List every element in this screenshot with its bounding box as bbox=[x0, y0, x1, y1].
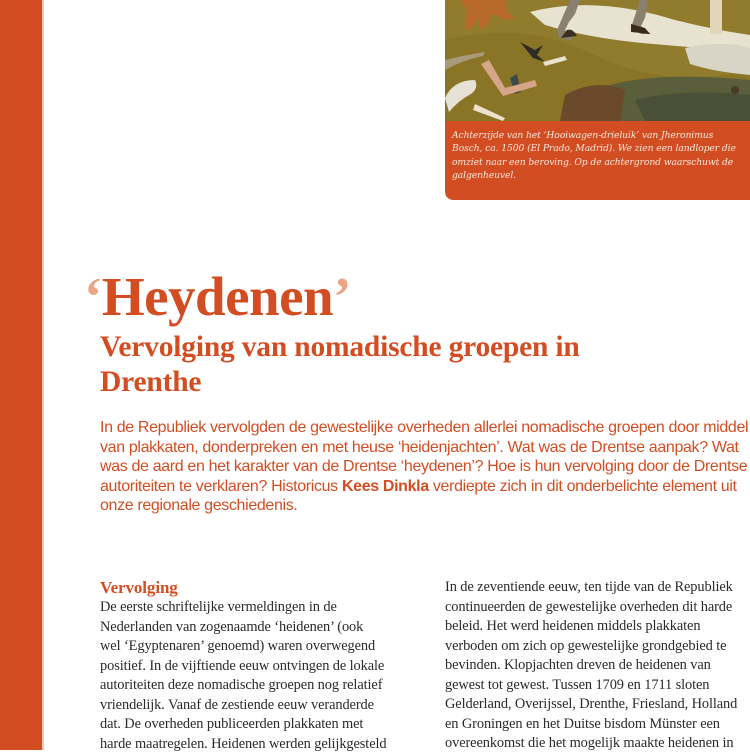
painting-illustration bbox=[445, 0, 750, 121]
body-line: dat. De overheden publiceerden plakkaten met bbox=[100, 715, 422, 735]
left-column bbox=[100, 578, 422, 754]
intro-text: In de Republiek vervolgden de gewestelijke overheden allerlei nomadische groepen door middel van plakkaten, donderpreken en met heuse ‘heidenjachten’. Wat was de Drentse aanpak? Wat was de aard en het karakter van de Drentse ‘heydenen’? Hoe is hun vervolging door de Drentse autoriteiten te verklaren? Historicus bbox=[100, 419, 748, 495]
body-line: In de zeventiende eeuw, ten tijde van de Republiek bbox=[445, 578, 750, 598]
body-line: autoriteiten deze nomadische groepen nog relatief bbox=[100, 676, 422, 696]
title-open-quote: ‘ bbox=[84, 266, 102, 327]
title-word: Heydenen bbox=[102, 266, 333, 327]
body-line: bevinden. Klopjachten dreven de heidenen van bbox=[445, 656, 750, 676]
figure bbox=[445, 0, 750, 200]
body-line: verboden om zich op gewestelijke grondgebied te bbox=[445, 637, 750, 657]
body-line: wel ‘Egyptenaren’ genoemd) waren overwegend bbox=[100, 637, 422, 657]
body-line: continueerden de gewestelijke overheden dit harde bbox=[445, 598, 750, 618]
painting-image bbox=[445, 0, 750, 121]
body-line: overeenkomst die het mogelijk maakte heidenen in bbox=[445, 734, 750, 754]
body-line: en Groningen en het Duitse bisdom Münster een bbox=[445, 715, 750, 735]
body-line: harde maatregelen. Heidenen werden gelijkgesteld bbox=[100, 735, 422, 754]
side-bar-edge bbox=[42, 0, 44, 750]
title-close-quote: ’ bbox=[333, 266, 351, 327]
body-line: De eerste schriftelijke vermeldingen in de bbox=[100, 598, 422, 618]
decorative-side-bar bbox=[0, 0, 42, 750]
body-line: vriendelijk. Vanaf de zestiende eeuw veranderde bbox=[100, 696, 422, 716]
figure-caption: Achterzijde van het ‘Hooiwagen-drieluik’ van Jheronimus Bosch, ca. 1500 (El Prado, Madrid). We zien een landloper die omziet naar een beroving. Op de achtergrond waarschuwt de galgenheuvel. bbox=[452, 129, 744, 183]
article-title bbox=[84, 268, 351, 326]
section-heading: Vervolging bbox=[100, 578, 422, 598]
right-column bbox=[445, 578, 750, 754]
intro-text-end: verdiepte zich in dit onderbelichte element uit onze regionale geschiedenis. bbox=[100, 478, 737, 515]
author-name: Kees Dinkla bbox=[342, 478, 429, 495]
body-line: positief. In de vijftiende eeuw ontvingen de lokale bbox=[100, 657, 422, 677]
body-line: gewest tot gewest. Tussen 1709 en 1711 sloten bbox=[445, 676, 750, 696]
article-intro bbox=[100, 418, 750, 516]
body-line: beleid. Het werd heidenen middels plakkaten bbox=[445, 617, 750, 637]
body-line: Nederlanden van zogenaamde ‘heidenen’ (ook bbox=[100, 618, 422, 638]
caption-box bbox=[445, 121, 750, 200]
article-subtitle: Vervolging van nomadische groepen in Drenthe bbox=[100, 330, 660, 400]
body-line: Gelderland, Overijssel, Drenthe, Friesland, Holland bbox=[445, 695, 750, 715]
